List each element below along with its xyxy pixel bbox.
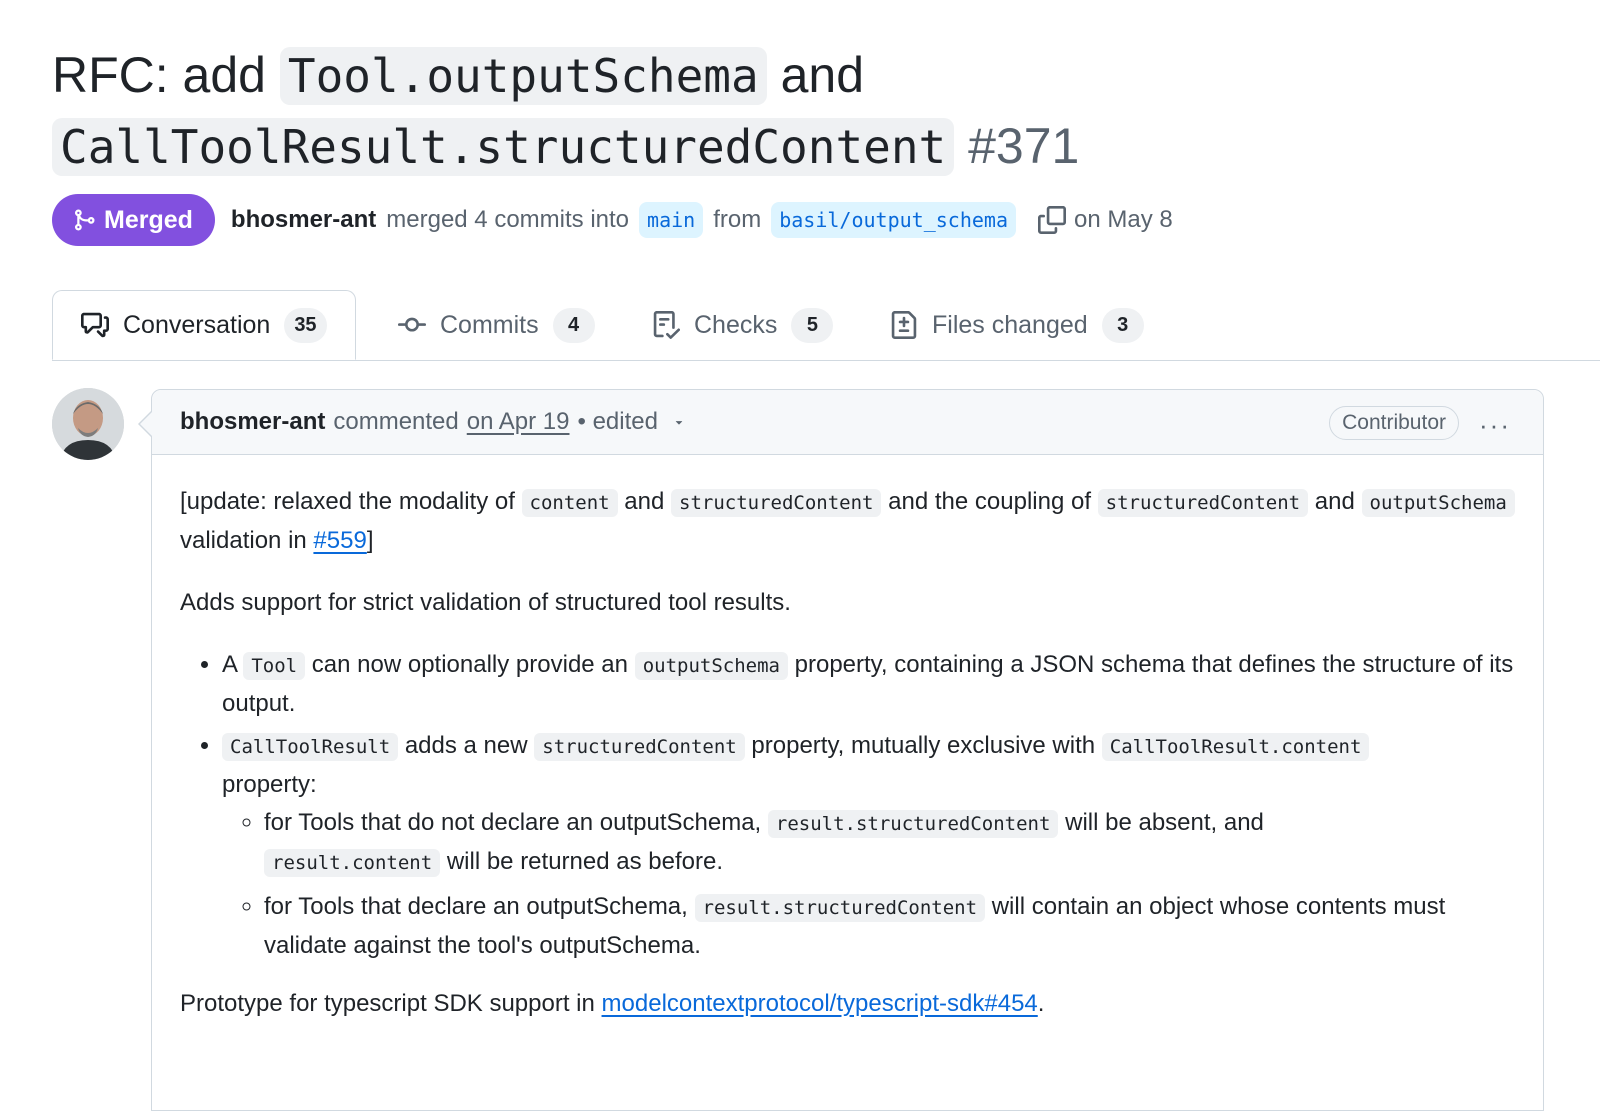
text: for Tools that declare an outputSchema, (264, 893, 688, 920)
tab-conversation[interactable] (52, 290, 356, 360)
update-paragraph (180, 483, 1515, 560)
list-item (264, 804, 1515, 882)
feature-list (180, 646, 1515, 965)
merge-action-text: merged 4 commits into (386, 206, 630, 233)
text: property, mutually exclusive with (751, 732, 1096, 759)
inline-code: CallToolResult.content (1102, 733, 1370, 761)
tab-conversation-count: 35 (284, 308, 326, 343)
text: and (1314, 488, 1355, 515)
pr-meta (52, 194, 1175, 246)
inline-code: result.content (264, 849, 440, 877)
tab-commits-count: 4 (553, 308, 595, 343)
inline-code: structuredContent (534, 733, 744, 761)
from-text: from (713, 206, 762, 233)
text: and the coupling of (888, 488, 1091, 515)
text: and (624, 488, 665, 515)
list-item (264, 888, 1515, 965)
text: will be absent, and (1065, 809, 1264, 836)
tab-files-changed-count: 3 (1102, 308, 1144, 343)
pr-description-comment (151, 389, 1544, 1111)
merged-status-badge (52, 194, 215, 246)
text: ] (366, 527, 374, 554)
file-diff-icon (890, 311, 918, 339)
avatar[interactable] (52, 388, 124, 460)
inline-code: structuredContent (671, 489, 881, 517)
head-branch-link[interactable]: basil/output_schema (771, 202, 1016, 238)
title-code-calltoolresult: CallToolResult.structuredContent (52, 118, 954, 176)
typescript-sdk-link[interactable]: modelcontextprotocol/typescript-sdk#454 (601, 990, 1038, 1017)
inline-code: Tool (243, 652, 305, 680)
text: for Tools that do not declare an outputSchema, (264, 809, 762, 836)
inline-code: structuredContent (1098, 489, 1308, 517)
tab-conversation-label: Conversation (123, 310, 271, 339)
avatar-image (52, 388, 124, 460)
pr-title (52, 40, 1532, 182)
contributor-badge: Contributor (1329, 406, 1459, 440)
merged-label: Merged (104, 205, 193, 234)
inline-code: result.structuredContent (695, 894, 986, 922)
git-commit-icon (398, 311, 426, 339)
comment-date-link[interactable]: on Apr 19 (466, 408, 570, 435)
pr-number: #371 (968, 118, 1080, 174)
text: property: (222, 771, 317, 798)
title-and: and (780, 47, 865, 103)
more-options-icon[interactable]: ··· (1479, 410, 1511, 440)
text: will contain an object whose contents must validate against the tool's outputSchema. (264, 893, 1446, 959)
text: property, containing a JSON schema that defines the structure of its output. (222, 651, 1514, 717)
inline-code: outputSchema (635, 652, 788, 680)
text: validation in (180, 527, 307, 554)
checklist-icon (652, 311, 680, 339)
issue-link-559[interactable]: #559 (313, 527, 367, 554)
prototype-paragraph (180, 985, 1515, 1023)
tab-checks-count: 5 (791, 308, 833, 343)
inline-code: outputSchema (1362, 489, 1515, 517)
inline-code: result.structuredContent (768, 810, 1059, 838)
tab-commits[interactable] (398, 290, 595, 360)
comment-header (152, 390, 1543, 455)
text: adds a new (404, 732, 528, 759)
caret-down-icon (672, 415, 686, 429)
text: . (1037, 990, 1045, 1017)
comment-body (152, 455, 1543, 1023)
comment-author-link[interactable]: bhosmer-ant (180, 408, 326, 435)
text: will be returned as before. (446, 848, 723, 875)
list-item (222, 727, 1515, 965)
merge-date: on May 8 (1073, 206, 1173, 233)
comment-verb: commented (333, 408, 459, 435)
comment-discussion-icon (81, 311, 109, 339)
tab-commits-label: Commits (440, 310, 539, 339)
base-branch-link[interactable]: main (639, 202, 703, 238)
edited-label: • edited (577, 408, 658, 435)
text: Prototype for typescript SDK support in (180, 990, 595, 1017)
inline-code: content (522, 489, 618, 517)
text: can now optionally provide an (311, 651, 629, 678)
tab-files-changed-label: Files changed (932, 310, 1088, 339)
tab-checks[interactable] (652, 290, 833, 360)
text: A (222, 651, 237, 678)
pr-tabs (52, 290, 1600, 361)
tab-checks-label: Checks (694, 310, 778, 339)
text: [update: relaxed the modality of (180, 488, 515, 515)
tab-files-changed[interactable] (890, 290, 1144, 360)
sub-list (222, 804, 1515, 965)
copy-icon[interactable] (1038, 206, 1066, 234)
title-code-tool-outputschema: Tool.outputSchema (280, 47, 767, 105)
pr-author-link[interactable]: bhosmer-ant (230, 206, 377, 233)
git-merge-icon (72, 208, 96, 232)
edited-dropdown[interactable] (578, 408, 686, 436)
title-prefix: RFC: add (52, 47, 266, 103)
summary-paragraph: Adds support for strict validation of structured tool results. (180, 589, 791, 616)
list-item (222, 646, 1515, 723)
inline-code: CallToolResult (222, 733, 398, 761)
